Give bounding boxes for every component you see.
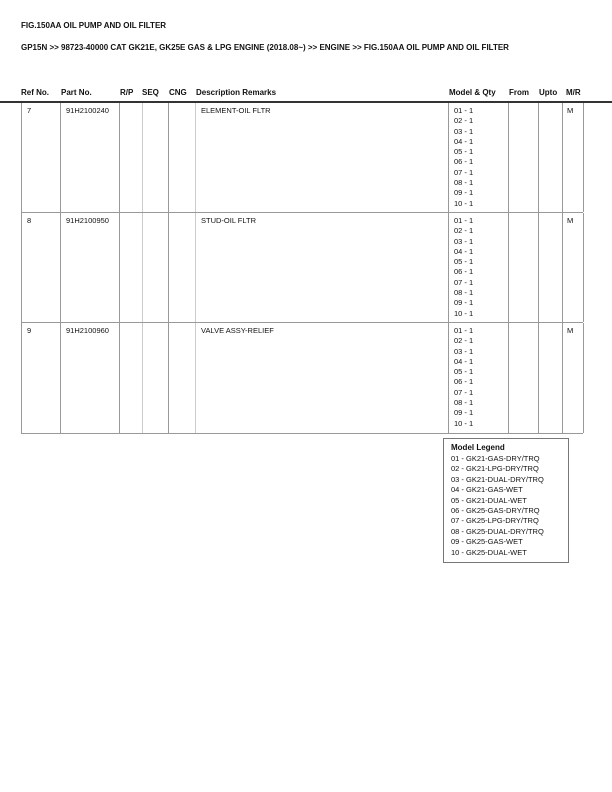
ref-no: 9	[22, 323, 61, 433]
model-qty	[449, 103, 509, 212]
model-qty-item: 06 - 1	[454, 267, 474, 277]
model-qty-item: 05 - 1	[454, 367, 474, 377]
model-qty-item: 02 - 1	[454, 336, 474, 346]
model-qty-item: 03 - 1	[454, 236, 474, 246]
model-qty-item: 09 - 1	[454, 188, 474, 198]
legend-title: Model Legend	[451, 443, 505, 452]
header-upto: Upto	[539, 88, 558, 97]
upto	[539, 103, 563, 212]
model-qty	[449, 213, 509, 322]
part-no: 91H2100950	[61, 213, 120, 322]
legend-item: 03 - GK21-DUAL-DRY/TRQ	[451, 474, 544, 484]
legend-item: 10 - GK25-DUAL-WET	[451, 547, 527, 557]
cng	[169, 213, 196, 322]
model-qty-item: 08 - 1	[454, 398, 474, 408]
cng	[169, 323, 196, 433]
legend-item: 07 - GK25-LPG-DRY/TRQ	[451, 516, 539, 526]
model-qty-item: 06 - 1	[454, 157, 474, 167]
model-qty-item: 08 - 1	[454, 288, 474, 298]
legend-item: 04 - GK21-GAS-WET	[451, 485, 523, 495]
rp	[120, 213, 143, 322]
cng	[169, 103, 196, 212]
header-model-qty: Model & Qty	[449, 88, 496, 97]
rp	[120, 323, 143, 433]
legend-item: 01 - GK21-GAS-DRY/TRQ	[451, 454, 540, 463]
table-header	[0, 88, 612, 100]
header-seq: SEQ	[142, 88, 159, 97]
mr: M	[563, 323, 584, 433]
rp	[120, 103, 143, 212]
header-description: Description Remarks	[196, 88, 277, 97]
legend-item: 08 - GK25-DUAL-DRY/TRQ	[451, 526, 544, 536]
model-qty-item: 04 - 1	[454, 356, 474, 366]
table-row	[21, 103, 583, 213]
seq	[143, 323, 169, 433]
legend-item: 06 - GK25-GAS-DRY/TRQ	[451, 506, 540, 516]
header-part-no: Part No.	[61, 88, 92, 97]
breadcrumb: GP15N >> 98723-40000 CAT GK21E, GK25E GAS & LPG ENGINE (2018.08~) >> ENGINE >> FIG.150AA OIL PUMP AND OIL FILTER	[21, 43, 509, 52]
model-qty-item: 07 - 1	[454, 277, 474, 287]
from	[509, 323, 539, 433]
part-no: 91H2100240	[61, 103, 120, 212]
table-row	[21, 323, 583, 434]
legend-item: 09 - GK25-GAS-WET	[451, 537, 523, 547]
from	[509, 213, 539, 322]
model-qty-item: 02 - 1	[454, 116, 474, 126]
model-qty	[449, 323, 509, 433]
model-legend	[443, 438, 569, 563]
description: VALVE ASSY-RELIEF	[196, 323, 449, 433]
model-qty-item: 02 - 1	[454, 226, 474, 236]
model-qty-item: 04 - 1	[454, 246, 474, 256]
description: STUD-OIL FLTR	[196, 213, 449, 322]
ref-no: 7	[22, 103, 61, 212]
seq	[143, 213, 169, 322]
part-no: 91H2100960	[61, 323, 120, 433]
model-qty-item: 05 - 1	[454, 257, 474, 267]
model-qty-item: 06 - 1	[454, 377, 474, 387]
model-qty-item: 04 - 1	[454, 136, 474, 146]
model-qty-item: 01 - 1	[454, 326, 474, 335]
upto	[539, 323, 563, 433]
model-qty-item: 01 - 1	[454, 216, 474, 225]
model-qty-item: 10 - 1	[454, 418, 474, 428]
description: ELEMENT-OIL FLTR	[196, 103, 449, 212]
model-qty-item: 07 - 1	[454, 387, 474, 397]
model-qty-item: 03 - 1	[454, 126, 474, 136]
model-qty-item: 09 - 1	[454, 298, 474, 308]
upto	[539, 213, 563, 322]
mr: M	[563, 213, 584, 322]
model-qty-item: 07 - 1	[454, 167, 474, 177]
header-ref-no: Ref No.	[21, 88, 49, 97]
header-from: From	[509, 88, 529, 97]
model-qty-item: 01 - 1	[454, 106, 474, 115]
model-qty-item: 10 - 1	[454, 198, 474, 208]
header-rp: R/P	[120, 88, 134, 97]
seq	[143, 103, 169, 212]
model-qty-item: 05 - 1	[454, 147, 474, 157]
table-row	[21, 213, 583, 323]
legend-item: 05 - GK21-DUAL-WET	[451, 495, 527, 505]
model-qty-item: 08 - 1	[454, 178, 474, 188]
header-mr: M/R	[566, 88, 581, 97]
mr: M	[563, 103, 584, 212]
legend-item: 02 - GK21-LPG-DRY/TRQ	[451, 464, 539, 474]
page-title: FIG.150AA OIL PUMP AND OIL FILTER	[21, 21, 167, 30]
model-qty-item: 09 - 1	[454, 408, 474, 418]
model-qty-item: 03 - 1	[454, 346, 474, 356]
header-cng: CNG	[169, 88, 187, 97]
from	[509, 103, 539, 212]
parts-table	[21, 103, 583, 434]
ref-no: 8	[22, 213, 61, 322]
model-qty-item: 10 - 1	[454, 308, 474, 318]
